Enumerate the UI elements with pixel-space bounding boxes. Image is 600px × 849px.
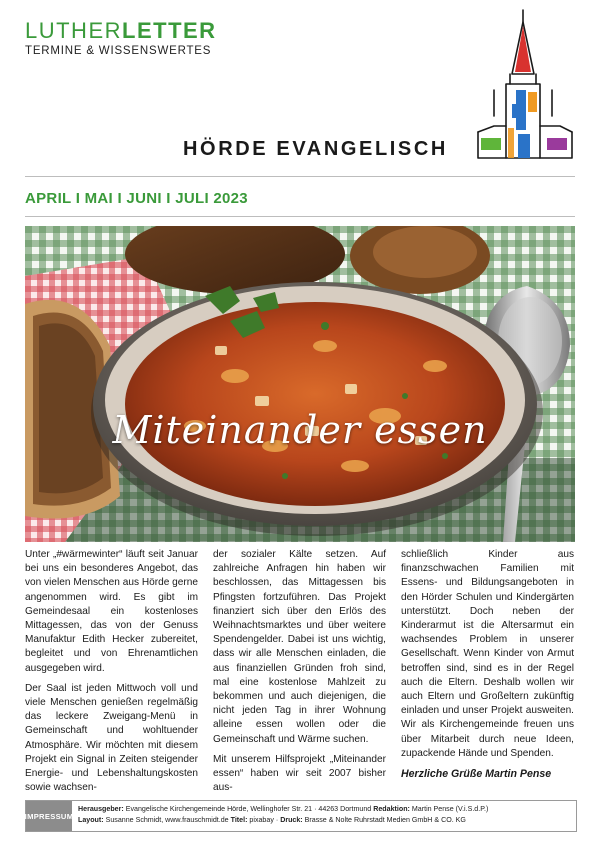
brand-title: HÖRDE EVANGELISCH — [183, 138, 448, 160]
impressum-line-2 — [78, 815, 488, 826]
article-column-2 — [213, 548, 386, 794]
title-luther: LUTHER — [25, 18, 123, 43]
article-column-1 — [25, 548, 198, 794]
greeting-signature: Herzliche Grüße Martin Pense — [401, 768, 552, 781]
church-logo-icon — [470, 8, 580, 166]
divider-top — [25, 176, 575, 177]
article-paragraph: schließlich Kinder aus finanzschwachen Familien mit Essens- und Bildungsangeboten in den Hörder Schulen und Kindergärten unterstützt. Doch neben der Kinderarmut ist die Altersarmut ein wachsendes Problem in unserer Gesellschaft. Wenn Kinder von Armut betroffen sind, sind es in der Regel auch die Eltern. Deshalb wollen wir auch Eltern und Großeltern zukünftig einladen und unser Projekt ausweiten. Wir als Kirchengemeinde freuen uns über Mitarbeit durch neue Ideen, zupackende Hände und Spenden. — [401, 549, 574, 759]
herausgeber-value: Evangelische Kirchengemeinde Hörde, Wellinghofer Str. 21 · 44263 Dortmund — [125, 805, 372, 813]
impressum-label: IMPRESSUM — [26, 801, 72, 831]
druck-value: Brasse & Nolte Ruhrstadt Medien GmbH & CO. KG — [304, 816, 466, 824]
article-paragraph: Mit unserem Hilfsprojekt „Miteinander essen“ haben wir seit 2007 bisher aus- — [213, 753, 386, 794]
article-paragraph: Der Saal ist jeden Mittwoch voll und viele Menschen genießen regelmäßig das leckere Zweigang-Menü in Gemeinschaft und wohltuender Atmosphäre. Wir möchten mit diesem Projekt ein Signal in Zeiten steigender Energie- und Lebenshaltungskosten sowie wachsen- — [25, 682, 198, 794]
impressum-text — [72, 801, 494, 831]
impressum-line-1 — [78, 804, 488, 815]
hero-headline: Miteinander essen — [112, 408, 488, 452]
title-letter: LETTER — [122, 18, 217, 43]
divider-dates — [25, 216, 575, 217]
hero-image — [25, 226, 575, 542]
herausgeber-label: Herausgeber: — [78, 805, 124, 813]
article-paragraph: der sozialer Kälte setzen. Auf zahlreiche Anfragen hin haben wir beschlossen, das Mittagessen bis Pfingsten fortzuführen. Das Projekt finanziert sich über den Erlös des Weihnachtsmarktes und über weitere Spendengelder. Dabei ist uns wichtig, dass wir alle Menschen einladen, die aus finanziellen Gründen froh sind, mal eine kostenlose Mahlzeit zu bekommen und auch diejenigen, die nicht jeden Tag in ihrer Wohnung alleine essen wollen oder die Gemeinschaft und Wärme suchen. — [213, 549, 386, 745]
druck-label: Druck: — [280, 816, 303, 824]
titel-value: pixabay · — [249, 816, 279, 824]
layout-label: Layout: — [78, 816, 104, 824]
article-column-3 — [401, 548, 574, 780]
redaktion-value: Martin Pense (V.i.S.d.P.) — [411, 805, 489, 813]
impressum-box — [25, 800, 577, 832]
masthead-subtitle: TERMINE & WISSENSWERTES — [25, 45, 212, 57]
layout-value: Susanne Schmidt, www.frauschmidt.de — [105, 816, 229, 824]
masthead-title — [25, 18, 217, 44]
redaktion-label: Redaktion: — [373, 805, 410, 813]
titel-label: Titel: — [230, 816, 248, 824]
article-paragraph: Unter „#wärmewinter“ läuft seit Januar bei uns ein besonderes Angebot, das von vielen Menschen aus Hörde gerne angenommen wird. Es gibt im Gemeindesaal ein kostenloses Mittagessen, das von der Genuss Manufaktur Edith Hecker zubereitet, begleitet und von Ehrenamtlichen ausgegeben wird. — [25, 549, 198, 674]
article-body — [25, 548, 575, 794]
issue-dates: APRIL I MAI I JUNI I JULI 2023 — [25, 190, 248, 207]
